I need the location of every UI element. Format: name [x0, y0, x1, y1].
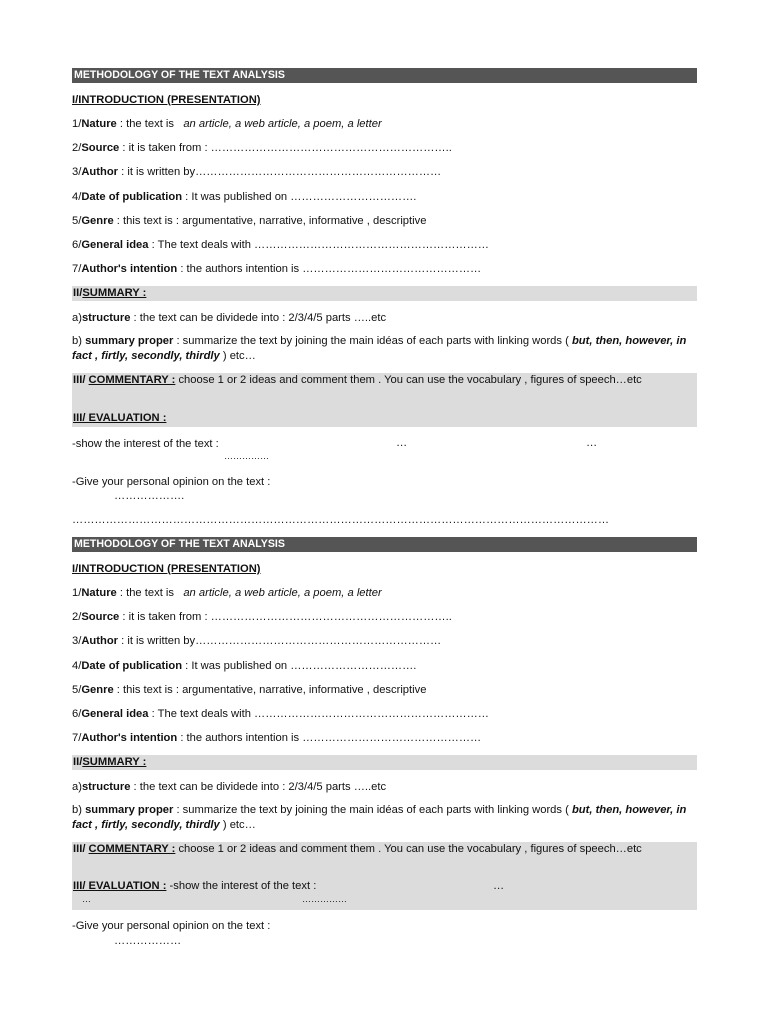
commentary-evaluation-panel: [72, 373, 697, 427]
linking-words: but, then, however, in fact , firtly, secondly, thirdly: [72, 335, 687, 362]
summary-heading: II/SUMMARY :: [72, 286, 697, 301]
nature-value: an article, a web article, a poem, a letter: [183, 587, 382, 599]
dots: …: [493, 880, 505, 892]
interest-line: -show the interest of the text :: [72, 438, 219, 450]
dots-long: ………………………………………………………………………………………………………………………………: [72, 514, 609, 526]
section-title: METHODOLOGY OF THE TEXT ANALYSIS: [74, 538, 285, 550]
dots: …: [82, 894, 91, 904]
dots: …: [396, 437, 408, 449]
section-title-bar: [72, 68, 697, 83]
source-line: 2/Source : it is taken from : ………………………………………………………..: [72, 142, 452, 154]
intention-line: 7/Author's intention : the authors intention is …………………………………………: [72, 732, 482, 744]
author-line: 3/Author : it is written by…………………………………………………………: [72, 635, 442, 647]
nature-value: an article, a web article, a poem, a letter: [183, 118, 382, 130]
dots: ………………: [114, 935, 182, 947]
commentary-evaluation-panel: [72, 842, 697, 910]
commentary-paragraph: III/ COMMENTARY : choose 1 or 2 ideas and comment them . You can use the vocabulary , figures of speech…etc: [73, 374, 642, 386]
genre-line: 5/Genre : this text is : argumentative, narrative, informative , descriptive: [72, 684, 427, 696]
structure-line: a)structure : the text can be dividede into : 2/3/4/5 parts …..etc: [72, 312, 387, 324]
evaluation-line: III/ EVALUATION : -show the interest of the text :: [73, 880, 317, 892]
dots: ……………: [224, 451, 269, 461]
dots: ……………….: [114, 490, 185, 502]
linking-words: but, then, however, in fact , firtly, secondly, thirdly: [72, 804, 687, 831]
intro-heading: I/INTRODUCTION (PRESENTATION): [72, 563, 261, 575]
date-line: 4/Date of publication : It was published on …………………………….: [72, 191, 417, 203]
general-idea-line: 6/General idea : The text deals with ………………………………………………………: [72, 239, 489, 251]
evaluation-heading: III/ EVALUATION :: [73, 412, 167, 424]
commentary-paragraph: III/ COMMENTARY : choose 1 or 2 ideas and comment them . You can use the vocabulary , figures of speech…etc: [73, 843, 642, 855]
dots: ……………: [302, 894, 347, 904]
author-line: 3/Author : it is written by…………………………………………………………: [72, 166, 442, 178]
nature-line: 1/Nature : the text is an article, a web article, a poem, a letter: [72, 587, 382, 599]
genre-line: 5/Genre : this text is : argumentative, narrative, informative , descriptive: [72, 215, 427, 227]
nature-line: 1/Nature : the text is an article, a web article, a poem, a letter: [72, 118, 382, 130]
summary-heading: II/SUMMARY :: [72, 755, 697, 770]
summary-proper-paragraph: b) summary proper : summarize the text by joining the main idéas of each parts with linking words ( but, then, however, in fact , firtly, secondly, thirdly ) etc…: [72, 804, 687, 831]
general-idea-line: 6/General idea : The text deals with ………………………………………………………: [72, 708, 489, 720]
opinion-line: -Give your personal opinion on the text :: [72, 476, 271, 488]
summary-proper-paragraph: b) summary proper : summarize the text by joining the main idéas of each parts with linking words ( but, then, however, in fact , firtly, secondly, thirdly ) etc…: [72, 335, 687, 362]
date-line: 4/Date of publication : It was published on …………………………….: [72, 660, 417, 672]
opinion-line: -Give your personal opinion on the text :: [72, 920, 271, 932]
dots: …: [586, 437, 598, 449]
intro-heading: I/INTRODUCTION (PRESENTATION): [72, 94, 261, 106]
source-line: 2/Source : it is taken from : ………………………………………………………..: [72, 611, 452, 623]
structure-line: a)structure : the text can be dividede into : 2/3/4/5 parts …..etc: [72, 781, 387, 793]
intention-line: 7/Author's intention : the authors intention is …………………………………………: [72, 263, 482, 275]
evaluation-heading: III/ EVALUATION :: [73, 880, 167, 892]
section-title: METHODOLOGY OF THE TEXT ANALYSIS: [74, 69, 285, 81]
section-title-bar: [72, 537, 697, 552]
